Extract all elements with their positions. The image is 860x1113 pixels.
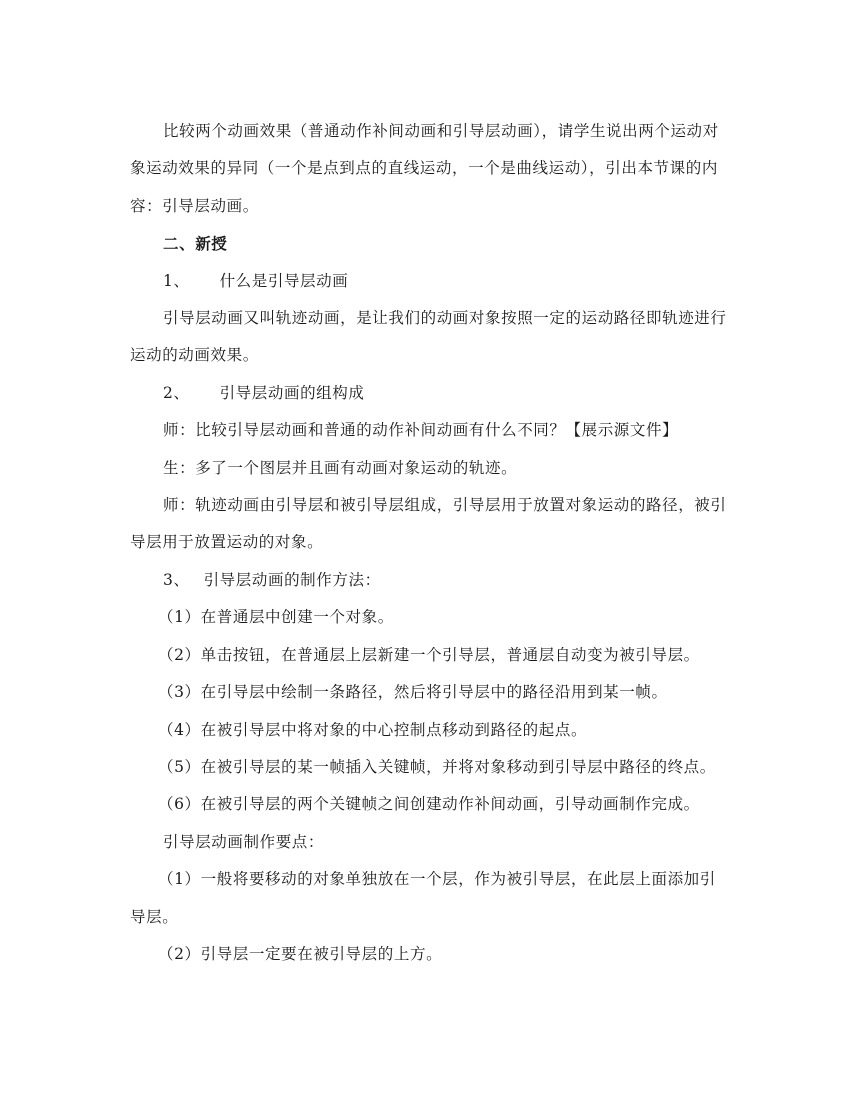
step-item: （4）在被引导层中将对象的中心控制点移动到路径的起点。 — [158, 720, 588, 739]
item-3-title: 引导层动画的制作方法： — [203, 570, 381, 589]
item-2-number: 2、 — [163, 383, 190, 402]
step-item: （2）单击按钮，在普通层上层新建一个引导层，普通层自动变为被引导层。 — [158, 645, 700, 664]
item-2-title: 引导层动画的组构成 — [219, 383, 365, 402]
intro-paragraph-line: 容：引导层动画。 — [130, 196, 259, 215]
section-heading: 二、新授 — [163, 234, 228, 254]
item-3-number: 3、 — [163, 570, 190, 589]
item-1-body-line: 运动的动画效果。 — [130, 346, 259, 365]
document-page — [130, 113, 758, 973]
item-3-heading — [130, 562, 758, 599]
step-item: （6）在被引导层的两个关键帧之间创建动作补间动画，引导动画制作完成。 — [158, 795, 700, 814]
item-2-heading — [130, 375, 758, 412]
teacher-explanation-line: 师：轨迹动画由引导层和被引导层组成，引导层用于放置对象运动的路径，被引 — [163, 496, 727, 515]
intro-paragraph-line: 比较两个动画效果（普通动作补间动画和引导层动画），请学生说出两个运动对 — [163, 122, 719, 140]
intro-paragraph-line: 象运动效果的异同（一个是点到点的直线运动，一个是曲线运动），引出本节课的内 — [130, 159, 718, 178]
step-item: （3）在引导层中绘制一条路径，然后将引导层中的路径沿用到某一帧。 — [158, 683, 668, 702]
key-points-heading: 引导层动画制作要点： — [163, 832, 325, 851]
key-point-line: 导层。 — [130, 907, 179, 926]
item-1-body-line: 引导层动画又叫轨迹动画，是让我们的动画对象按照一定的运动路径即轨迹进行 — [163, 309, 727, 328]
student-answer: 生：多了一个图层并且画有动画对象运动的轨迹。 — [163, 458, 518, 477]
step-item: （1）在普通层中创建一个对象。 — [158, 608, 394, 627]
key-point-line: （2）引导层一定要在被引导层的上方。 — [158, 944, 443, 963]
key-point-line: （1）一般将要移动的对象单独放在一个层，作为被引导层，在此层上面添加引 — [158, 870, 716, 889]
item-1-heading — [130, 263, 758, 300]
item-1-title: 什么是引导层动画 — [219, 271, 349, 290]
item-1-number: 1、 — [163, 271, 190, 290]
step-item: （5）在被引导层的某一帧插入关键帧，并将对象移动到引导层中路径的终点。 — [158, 757, 716, 776]
teacher-question: 师：比较引导层动画和普通的动作补间动画有什么不同？【展示源文件】 — [163, 421, 679, 440]
teacher-explanation-line: 导层用于放置运动的对象。 — [130, 533, 324, 552]
